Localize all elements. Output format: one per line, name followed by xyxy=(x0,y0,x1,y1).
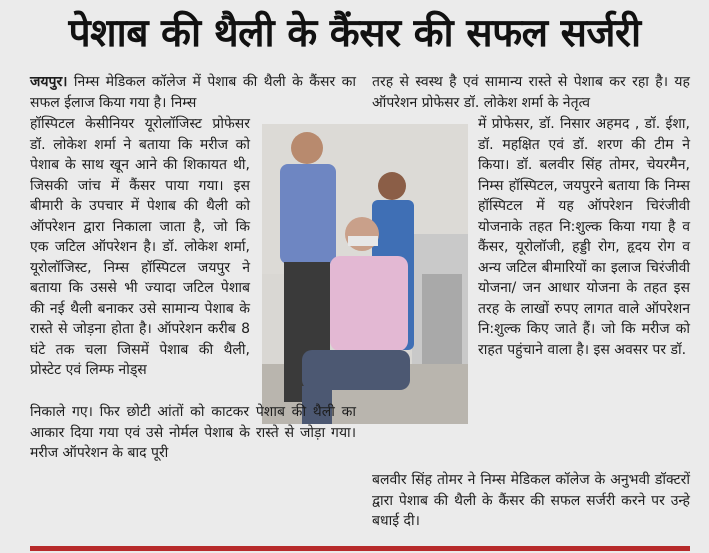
column1-middle-text xyxy=(30,114,250,381)
column1-top-body: निम्स मेडिकल कॉलेज में पेशाब की थैली के कैंसर का सफल ईलाज किया गया है। निम्स xyxy=(30,74,356,111)
photo-illustration xyxy=(262,124,468,424)
column1-bottom-body: निकाले गए। फिर छोटी आंतों को काटकर पेशाब की थैली का आकार दिया गया एवं उसे नोर्मल पेशाब के रास्ते से जोड़ा गया। मरीज ऑपरेशन के बाद पूरी xyxy=(30,404,356,461)
column2-top-text xyxy=(372,72,690,113)
column1-bottom-text xyxy=(30,402,356,464)
dateline: जयपुर। xyxy=(30,74,68,90)
bottom-rule xyxy=(30,546,690,551)
news-photo xyxy=(262,124,468,424)
headline: पेशाब की थैली के कैंसर की सफल सर्जरी xyxy=(68,11,641,56)
column1-top-text xyxy=(30,72,356,113)
column2-middle-text xyxy=(478,114,690,360)
column2-middle-body: में प्रोफेसर, डॉ. निसार अहमद , डॉ. ईशा, डॉ. महक्षित एवं डॉ. शरण की टीम ने किया। डॉ. बलवीर सिंह तोमर, चेयरमैन, निम्स हॉस्पिटल, जयपुरने बताया कि निम्स हॉस्पिटल में यह ऑपरेशन चिरंजीवी योजनाके तहत नि:शुल्क किया गया है व कैंसर, यूरोलॉजी, हड्डी रोग, हृदय रोग व अन्य जटिल बीमारियों का इलाज चिरंजीवी योजना/ जन आधार योजना के तहत इस तरह के लाखों रुपए लागत वाले ऑपरेशन नि:शुल्क किए जाते हैं। जो कि मरीज को राहत पहुंचाने वाला है। इस अवसर पर डॉ. xyxy=(478,116,690,358)
column2-bottom-text xyxy=(372,470,690,532)
column2-bottom-body: बलवीर सिंह तोमर ने निम्स मेडिकल कॉलेज के अनुभवी डॉक्टरों द्वारा पेशाब की थैली के कैंसर की सफल सर्जरी करने पर उन्हे बधाई दी। xyxy=(372,472,690,529)
column2-top-body: तरह से स्वस्थ है एवं सामान्य रास्ते से पेशाब कर रहा है। यह ऑपरेशन प्रोफेसर डॉ. लोकेश शर्मा के नेतृत्व xyxy=(372,74,690,111)
column1-middle-body: हॉस्पिटल केसीनियर यूरोलॉजिस्ट प्रोफेसर डॉ. लोकेश शर्मा ने बताया कि मरीज को पेशाब के साथ खून आने की शिकायत थी, जिसकी जांच में कैंसर पाया गया। इस बीमारी के उपचार में पेशाब की थैली को ऑपरेशन द्वारा निकाला जाता है, जो कि एक जटिल ऑपरेशन है। डॉ. लोकेश शर्मा, यूरोलॉजिस्ट, निम्स हॉस्पिटल जयपुर ने बताया कि उससे भी ज्यादा जटिल पेशाब की नई थैली बनाकर उसे सामान्य पेशाब के रास्ते से जोड़ना होता है। ऑपरेशन करीब 8 घंटे तक चला जिसमें पेशाब की थैली, प्रोस्टेट एवं लिम्फ नोड्स xyxy=(30,116,250,378)
